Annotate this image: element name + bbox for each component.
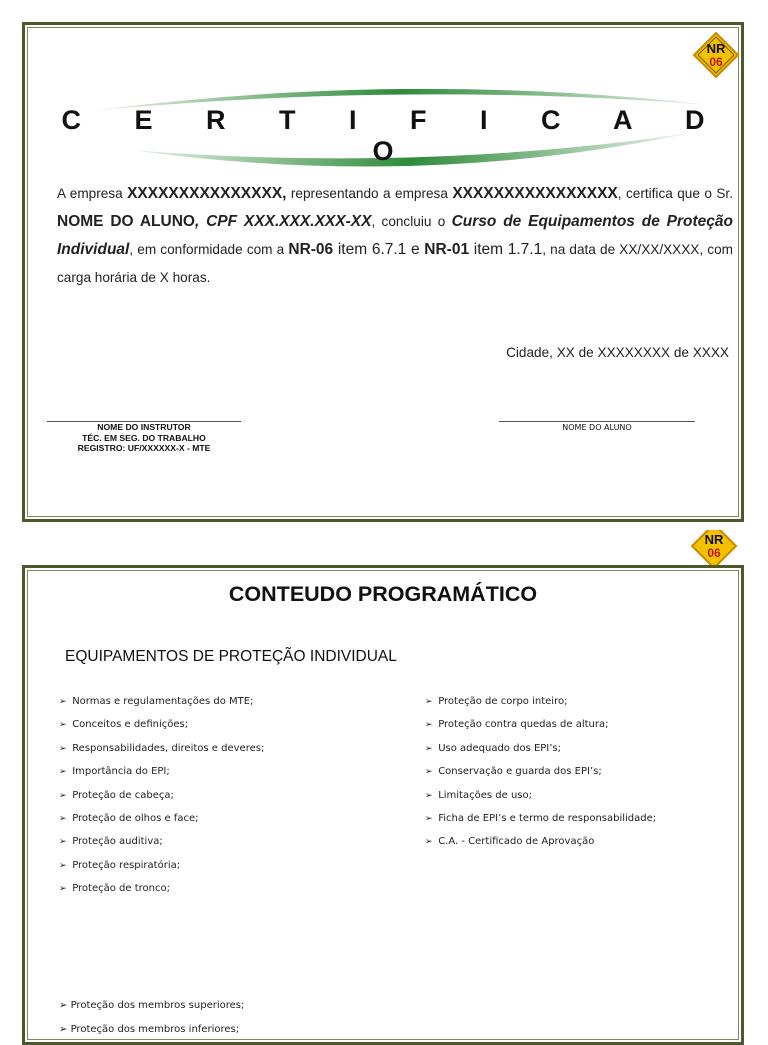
list-item: ➢ Proteção de cabeça;	[59, 789, 174, 801]
bullet-arrow-icon: ➢	[59, 720, 67, 731]
list-item: ➢ Proteção respiratória;	[59, 859, 181, 871]
bullet-arrow-icon: ➢	[425, 767, 433, 778]
bullet-arrow-icon: ➢	[425, 743, 433, 754]
bullet-arrow-icon: ➢	[59, 1024, 68, 1035]
bullet-arrow-icon: ➢	[59, 860, 67, 871]
certificate-title: C E R T I F I C A D O	[61, 105, 728, 166]
instructor-role: TÉC. EM SEG. DO TRABALHO	[82, 432, 206, 443]
bullet-arrow-icon: ➢	[59, 743, 67, 754]
bullet-arrow-icon: ➢	[425, 790, 433, 801]
bullet-arrow-icon: ➢	[59, 1000, 68, 1011]
certificate-date: Cidade, XX de XXXXXXXX de XXXX	[506, 345, 729, 360]
company-name-2: XXXXXXXXXXXXXXXX	[452, 185, 618, 202]
bullet-arrow-icon: ➢	[59, 767, 67, 778]
student-name: NOME DO ALUNO	[57, 213, 195, 230]
student-signature-line	[499, 421, 695, 422]
list-item: ➢ Proteção contra quedas de altura;	[425, 719, 609, 731]
bullet-arrow-icon: ➢	[425, 720, 433, 731]
badge-line2: 06	[709, 55, 723, 69]
bullet-arrow-icon: ➢	[59, 837, 67, 848]
program-list-left	[59, 696, 264, 907]
program-page	[22, 565, 744, 1045]
list-item: ➢ Proteção dos membros inferiores;	[59, 1024, 240, 1035]
program-title: CONTEUDO PROGRAMÁTICO	[228, 582, 538, 606]
list-item: ➢ Importância do EPI;	[59, 766, 170, 778]
bullet-arrow-icon: ➢	[59, 697, 67, 707]
certificate-page	[22, 22, 744, 522]
badge-line1: NR	[706, 41, 726, 56]
list-item: ➢ Normas e regulamentações do MTE;	[59, 696, 254, 707]
bullet-arrow-icon: ➢	[59, 884, 67, 895]
company-name-1: XXXXXXXXXXXXXXX,	[127, 185, 287, 202]
list-item: ➢ Proteção de corpo inteiro;	[425, 696, 568, 707]
bullet-arrow-icon: ➢	[59, 790, 67, 801]
list-item: ➢ Conservação e guarda dos EPI’s;	[425, 766, 602, 778]
list-item: ➢ C.A. - Certificado de Aprovação	[425, 836, 595, 848]
instructor-registry: REGISTRO: UF/XXXXXX-X - MTE	[77, 443, 211, 453]
list-item: ➢ Limitações de uso;	[425, 789, 532, 801]
list-item: ➢ Responsabilidades, direitos e deveres;	[59, 742, 265, 754]
nr06-ref: NR-06	[288, 241, 334, 258]
list-item: ➢ Proteção de tronco;	[59, 883, 170, 895]
list-item: ➢ Proteção de olhos e face;	[59, 812, 199, 824]
nr06-badge-icon	[692, 31, 740, 79]
bullet-arrow-icon: ➢	[425, 813, 433, 824]
list-item: ➢ Proteção auditiva;	[59, 836, 163, 848]
nr01-ref: NR-01	[424, 241, 470, 258]
program-list-right	[425, 696, 656, 860]
list-item: ➢ Ficha de EPI’s e termo de responsabilidade;	[425, 812, 657, 824]
badge2-line1: NR	[704, 532, 724, 547]
student-cpf: CPF XXX.XXX.XXX-XX	[199, 213, 372, 230]
bullet-arrow-icon: ➢	[425, 837, 433, 848]
instructor-signature-block	[47, 422, 241, 454]
course-name: Curso de Equipamentos de Proteção Individual	[57, 213, 733, 258]
program-subtitle: EQUIPAMENTOS DE PROTEÇÃO INDIVIDUAL	[65, 648, 397, 665]
bullet-arrow-icon: ➢	[59, 813, 67, 824]
certificate-body: A empresa XXXXXXXXXXXXXXX, representando a empresa XXXXXXXXXXXXXXXX, certifica que o Sr. NOME DO ALUNO, CPF XXX.XXX.XXX-XX, concluiu o Curso de Equipamentos de Proteção Individual, em conformidade com a NR-06 item 6.7.1 e NR-01 item 1.7.1, na data de XX/XX/XXXX, com carga horária de X horas.	[57, 185, 733, 285]
student-signature-label: NOME DO ALUNO	[562, 423, 632, 432]
list-item: ➢ Proteção dos membros superiores;	[59, 1000, 245, 1011]
list-item: ➢ Uso adequado dos EPI’s;	[425, 742, 562, 754]
badge2-line2: 06	[707, 546, 721, 560]
list-item: ➢ Conceitos e definições;	[59, 719, 189, 731]
bullet-arrow-icon: ➢	[425, 697, 433, 707]
instructor-name: NOME DO INSTRUTOR	[97, 422, 191, 432]
